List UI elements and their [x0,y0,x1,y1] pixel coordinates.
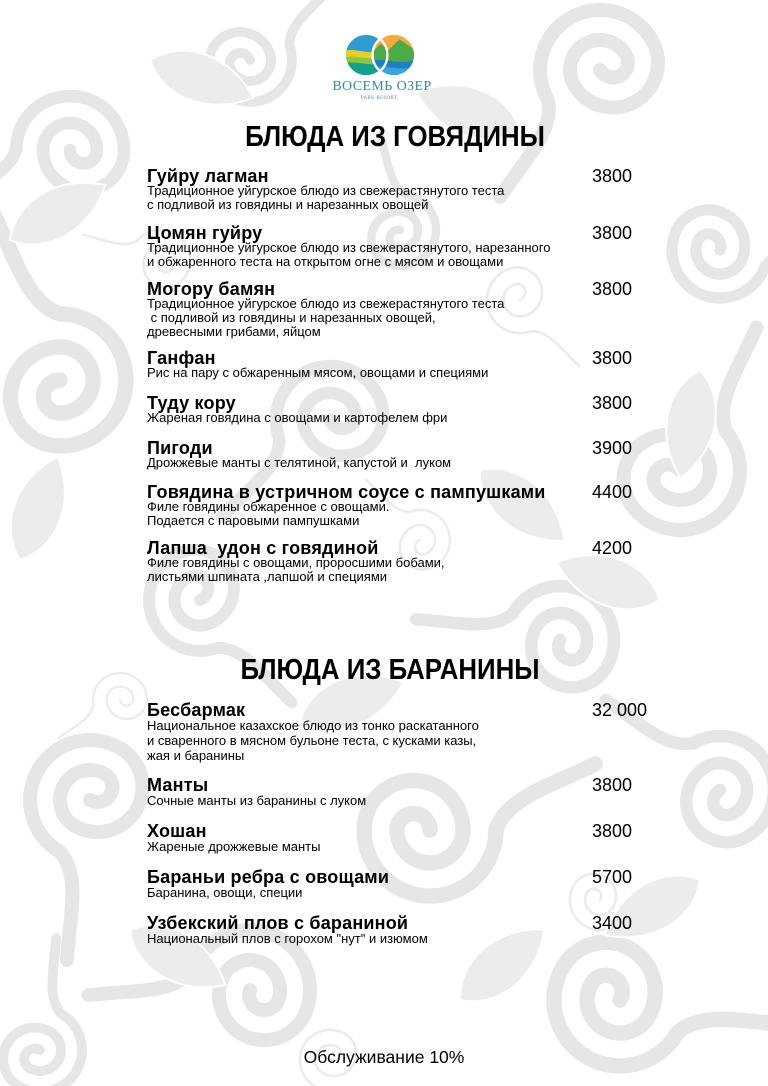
description-line: листьями шпината ,лапшой и специями [147,569,388,584]
ornament-leaf [0,448,80,568]
dish-name: Говядина в устричном соусе с пампушками [147,482,546,502]
menu-item [147,702,657,763]
dish-price: 3800 [592,223,633,243]
description-line: жая и баранины [147,748,245,763]
dish-name: Ганфан [147,348,216,368]
dish-description [147,456,657,470]
ornament-swirl [658,188,768,336]
description-line: и обжаренного теста на открытом огне с мясом и овощами [147,254,504,269]
brand-subtitle: PARK RESORT [360,96,398,101]
description-line: Рис на пару с обжаренным мясом, овощами и специями [147,365,489,380]
dish-description [147,297,657,339]
dish-description [147,885,657,900]
menu-item [147,168,657,212]
dish-name: Могору бамян [147,279,276,299]
dish-name: Бараньи ребра с овощами [147,867,390,887]
dish-description [147,500,657,528]
dish-price: 3800 [592,393,633,413]
dish-name: Лапша удон с говядиной [147,538,379,558]
dish-price: 4400 [592,482,633,502]
description-line: Традиционное уйгурское блюдо из свежерастянутого теста [147,296,505,311]
dish-description [147,718,657,763]
menu-item [147,915,657,946]
description-line: древесными грибами, яйцом [147,324,321,339]
dish-name: Хошан [147,821,207,841]
description-line: Национальное казахское блюдо из тонко раскатанного [147,718,479,733]
description-line: Национальный плов с горохом "нут" и изюмом [147,931,428,946]
menu-item [147,540,657,584]
dish-name: Цомян гуйру [147,223,263,243]
dish-name: Пигоди [147,438,213,458]
description-line: Дрожжевые манты с телятиной, капустой и луком [147,455,452,470]
dish-name: Узбекский плов с бараниной [147,913,409,933]
description-line: Традиционное уйгурское блюдо из свежерастянутого, нарезанного [147,240,551,255]
resort-logo-emblem [342,29,418,81]
dish-description [147,241,657,269]
section-title: БЛЮДА ИЗ БАРАНИНЫ [240,654,540,686]
description-line: Жареные дрожжевые манты [147,839,321,854]
menu-item [147,281,657,339]
service-charge-note: Обслуживание 10% [303,1047,465,1067]
dish-description [147,556,657,584]
dish-description [147,411,657,425]
description-line: Подается с паровыми пампушками [147,513,360,528]
dish-price: 3800 [592,166,633,186]
dish-name: Гуйру лагман [147,166,269,186]
dish-description [147,184,657,212]
dish-name: Туду кору [147,393,236,413]
dish-price: 3400 [592,913,633,933]
section-title: БЛЮДА ИЗ ГОВЯДИНЫ [245,121,545,153]
description-line: Сочные манты из баранины с луком [147,793,367,808]
dish-name: Бесбармак [147,700,246,720]
description-line: с подливой из говядины и нарезанных овощей, [147,310,436,325]
description-line: Баранина, овощи, специи [147,885,303,900]
menu-item [147,823,657,854]
menu-item [147,350,657,380]
dish-price: 3800 [592,821,633,841]
menu-item [147,395,657,425]
description-line: Филе говядины с овощами, проросшими бобами, [147,555,445,570]
menu-item [147,440,657,470]
dish-price: 32 000 [592,700,648,720]
dish-price: 3900 [592,438,633,458]
menu-item [147,777,657,808]
description-line: Традиционное уйгурское блюдо из свежерастянутого теста [147,183,505,198]
dish-description [147,839,657,854]
dish-price: 3800 [592,775,633,795]
ornament-swirl [0,215,126,446]
description-line: Жареная говядина с овощами и картофелем фри [147,410,448,425]
dish-description [147,793,657,808]
dish-description [147,931,657,946]
dish-price: 3800 [592,348,633,368]
menu-item [147,869,657,900]
dish-price: 3800 [592,279,633,299]
dish-name: Манты [147,775,209,795]
menu-item [147,225,657,269]
dish-price: 4200 [592,538,633,558]
menu-item [147,484,657,528]
dish-description [147,366,657,380]
description-line: с подливой из говядины и нарезанных овощей [147,197,429,212]
description-line: и сваренного в мясном бульоне теста, с кусками казы, [147,733,477,748]
dish-price: 5700 [592,867,633,887]
description-line: Филе говядины обжаренное с овощами. [147,499,390,514]
brand-name: ВОСЕМЬ ОЗЕР [332,79,432,94]
